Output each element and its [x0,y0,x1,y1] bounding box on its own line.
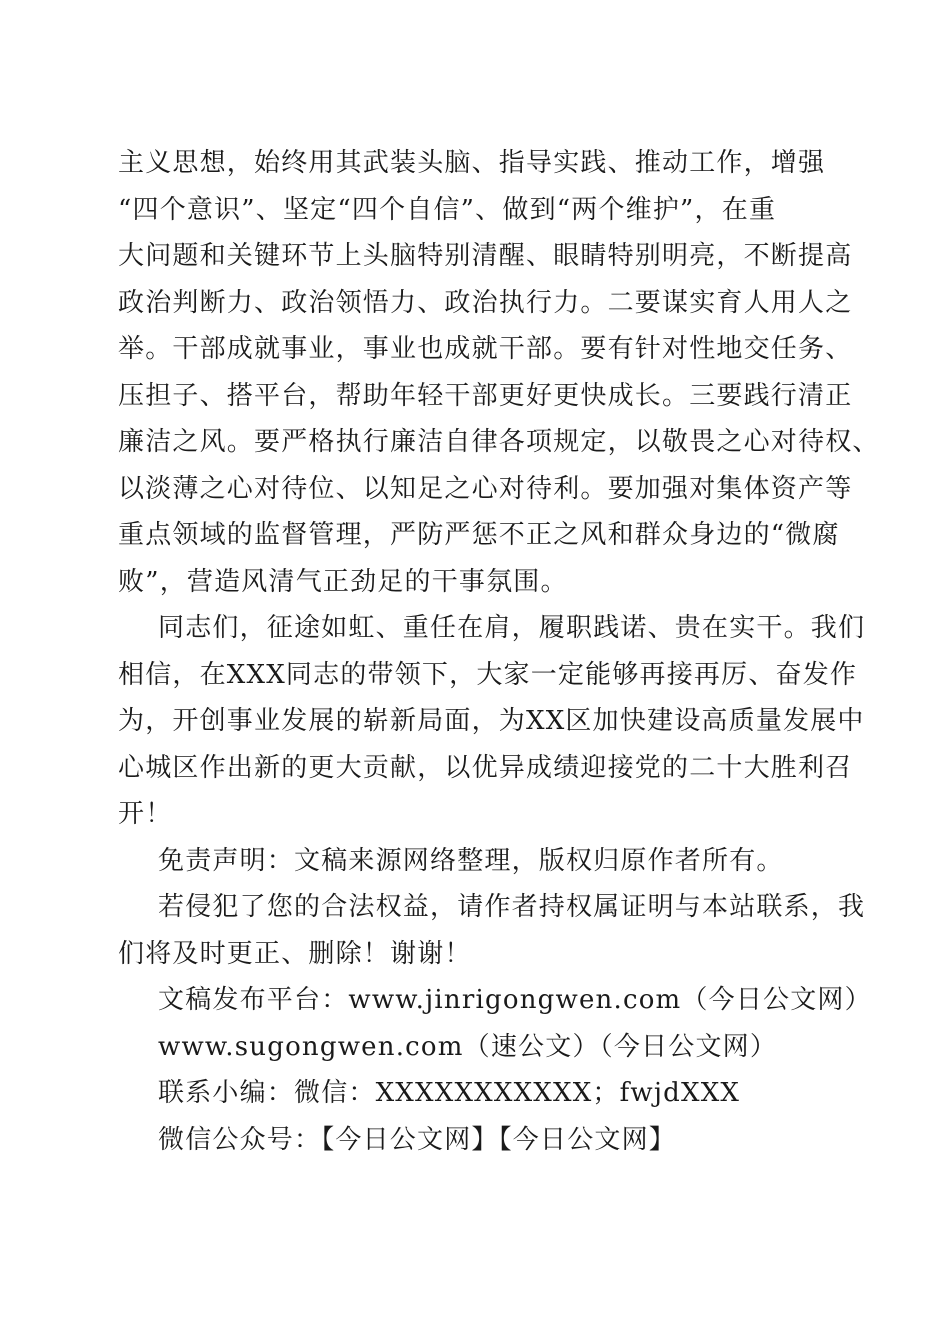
text-line: 为，开创事业发展的崭新局面，为XX区加快建设高质量发展中 [118,706,865,736]
text-line: 心城区作出新的更大贡献，以优异成绩迎接党的二十大胜利召 [118,752,853,783]
text-line: 主义思想，始终用其武装头脑、指导实践、推动工作，增强 [118,148,826,178]
text-line: 举。干部成就事业，事业也成就干部。要有针对性地交任务、 [118,334,853,364]
text-line: 重点领域的监督管理，严防严惩不正之风和群众身边的“微腐 [118,520,840,550]
text-line: 政治判断力、政治领悟力、政治执行力。二要谋实育人用人之 [118,287,853,318]
text-line: “四个意识”、坚定“四个自信”、做到“两个维护”，在重 [118,194,777,225]
text-line: 大问题和关键环节上头脑特别清醒、眼睛特别明亮，不断提高 [118,241,853,271]
website-line: www.sugongwen.com（速公文）（今日公文网） [158,1031,778,1062]
text-line: 败”，营造风清气正劲足的干事氛围。 [118,566,568,597]
contact-line: 联系小编：微信：XXXXXXXXXXX；fwjdXXX [158,1078,741,1108]
paragraph-start-line: 同志们，征途如虹、重任在肩，履职践诺、贵在实干。我们 [158,613,866,643]
text-line: 相信，在XXX同志的带领下，大家一定能够再接再厉、奋发作 [118,659,858,690]
document-body [118,140,880,1163]
text-line: 开！ [118,799,173,829]
text-line: 廉洁之风。要严格执行廉洁自律各项规定，以敬畏之心对待权、 [118,427,880,457]
platform-line: 文稿发布平台：www.jinrigongwen.com（今日公文网） [158,985,872,1015]
notice-line: 们将及时更正、删除！谢谢！ [118,938,472,969]
text-line: 以淡薄之心对待位、以知足之心对待利。要加强对集体资产等 [118,473,853,504]
disclaimer-line: 免责声明：文稿来源网络整理，版权归原作者所有。 [158,845,784,876]
notice-line: 若侵犯了您的合法权益，请作者持权属证明与本站联系，我 [158,892,866,922]
text-line: 压担子、搭平台，帮助年轻干部更好更快成长。三要践行清正 [118,380,853,411]
wechat-account-line: 微信公众号：【今日公文网】【今日公文网】 [158,1124,677,1155]
